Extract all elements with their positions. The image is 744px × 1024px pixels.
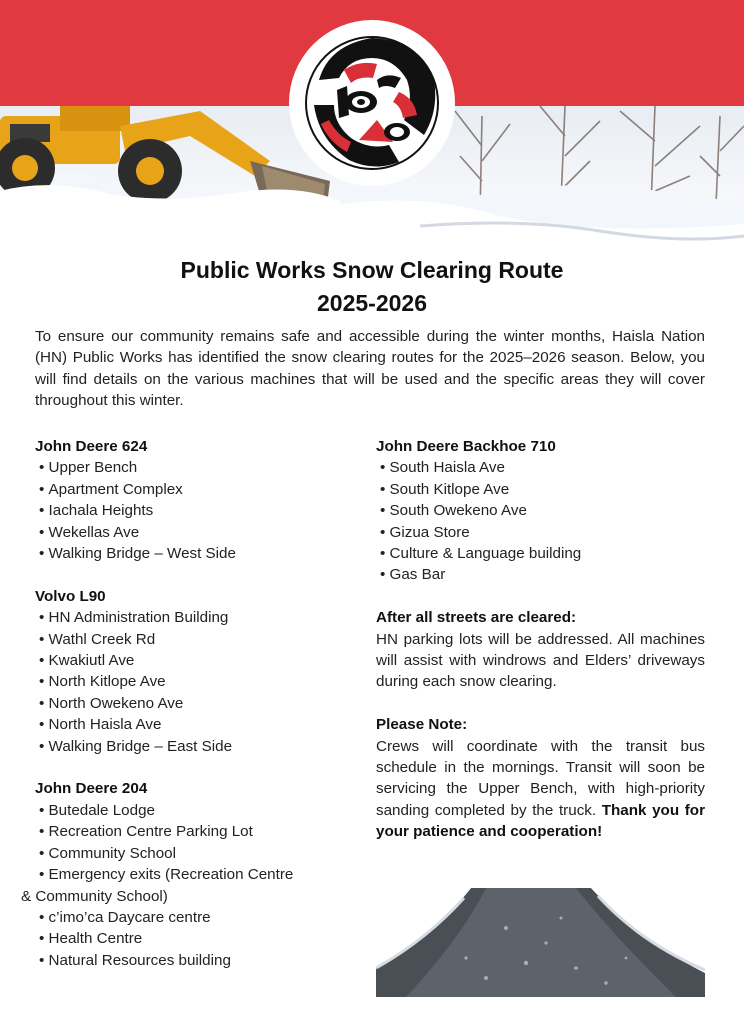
list-item: • Culture & Language building — [376, 543, 705, 564]
list-item: • South Owekeno Ave — [376, 500, 705, 521]
thanks-text: Thank you for your patience and cooperation! — [376, 801, 705, 841]
list-item: • Wathl Creek Rd — [35, 629, 340, 650]
list-item: • Emergency exits (Recreation Centre — [35, 864, 340, 885]
note-text — [376, 736, 705, 843]
list-item: • North Owekeno Ave — [35, 693, 340, 714]
list-item: • Health Centre — [35, 928, 340, 949]
after-streets-text: HN parking lots will be addressed. All machines will assist with windrows and Elders’ driveways during each snow clearing. — [376, 630, 705, 691]
list-item: • Butedale Lodge — [35, 800, 340, 821]
logo — [289, 20, 455, 186]
machine-heading: John Deere 624 — [35, 438, 148, 455]
list-item: • Walking Bridge – East Side — [35, 736, 340, 757]
machine-heading: John Deere Backhoe 710 — [376, 438, 556, 455]
list-item: • Upper Bench — [35, 457, 340, 478]
machine-heading: Volvo L90 — [35, 587, 106, 605]
list-item: • Iachala Heights — [35, 500, 340, 521]
intro-paragraph: To ensure our community remains safe and accessible during the winter months, Haisla Nation (HN) Public Works has identified the snow clearing routes for the 2025–2026 season. Below, you will find details on the various machines that will be used and the specific areas they will cover throughout this winter. — [35, 328, 705, 410]
list-item: • Community School — [35, 843, 340, 864]
list-item: • Gizua Store — [376, 522, 705, 543]
list-item: • Walking Bridge – West Side — [35, 543, 340, 564]
list-item: • Kwakiutl Ave — [35, 650, 340, 671]
list-item-continuation: & Community School) — [21, 887, 168, 905]
list-item: • Wekellas Ave — [35, 522, 340, 543]
list-item: • Gas Bar — [376, 564, 705, 585]
list-item: • North Kitlope Ave — [35, 671, 340, 692]
list-item: • Natural Resources building — [35, 950, 340, 971]
machine-heading: John Deere 204 — [35, 780, 148, 798]
list-item: • c’imo’ca Daycare centre — [35, 907, 340, 928]
machine-area-list — [35, 607, 340, 757]
list-item: • North Haisla Ave — [35, 714, 340, 735]
list-item: • South Haisla Ave — [376, 457, 705, 478]
list-item: • South Kitlope Ave — [376, 479, 705, 500]
machine-area-list — [35, 457, 340, 564]
snowy-path-photo — [376, 888, 705, 997]
page-subtitle-year: 2025-2026 — [317, 290, 427, 316]
page-title: Public Works Snow Clearing Route — [180, 257, 564, 283]
note-heading: Please Note: — [376, 716, 468, 734]
list-item: • HN Administration Building — [35, 607, 340, 628]
right-column — [376, 436, 705, 843]
machine-area-list — [376, 457, 705, 585]
left-column — [21, 436, 340, 971]
after-streets-heading: After all streets are cleared: — [376, 609, 577, 627]
list-item: • Recreation Centre Parking Lot — [35, 821, 340, 842]
haisla-formline-logo-icon — [289, 20, 455, 186]
road-photo — [376, 888, 705, 997]
machine-area-list — [21, 800, 340, 971]
note-body: Crews will coordinate with the transit bus schedule in the mornings. Transit will soon be servicing the Upper Bench, with high-priority sanding completed by the truck. — [376, 737, 705, 819]
list-item: • Apartment Complex — [35, 479, 340, 500]
